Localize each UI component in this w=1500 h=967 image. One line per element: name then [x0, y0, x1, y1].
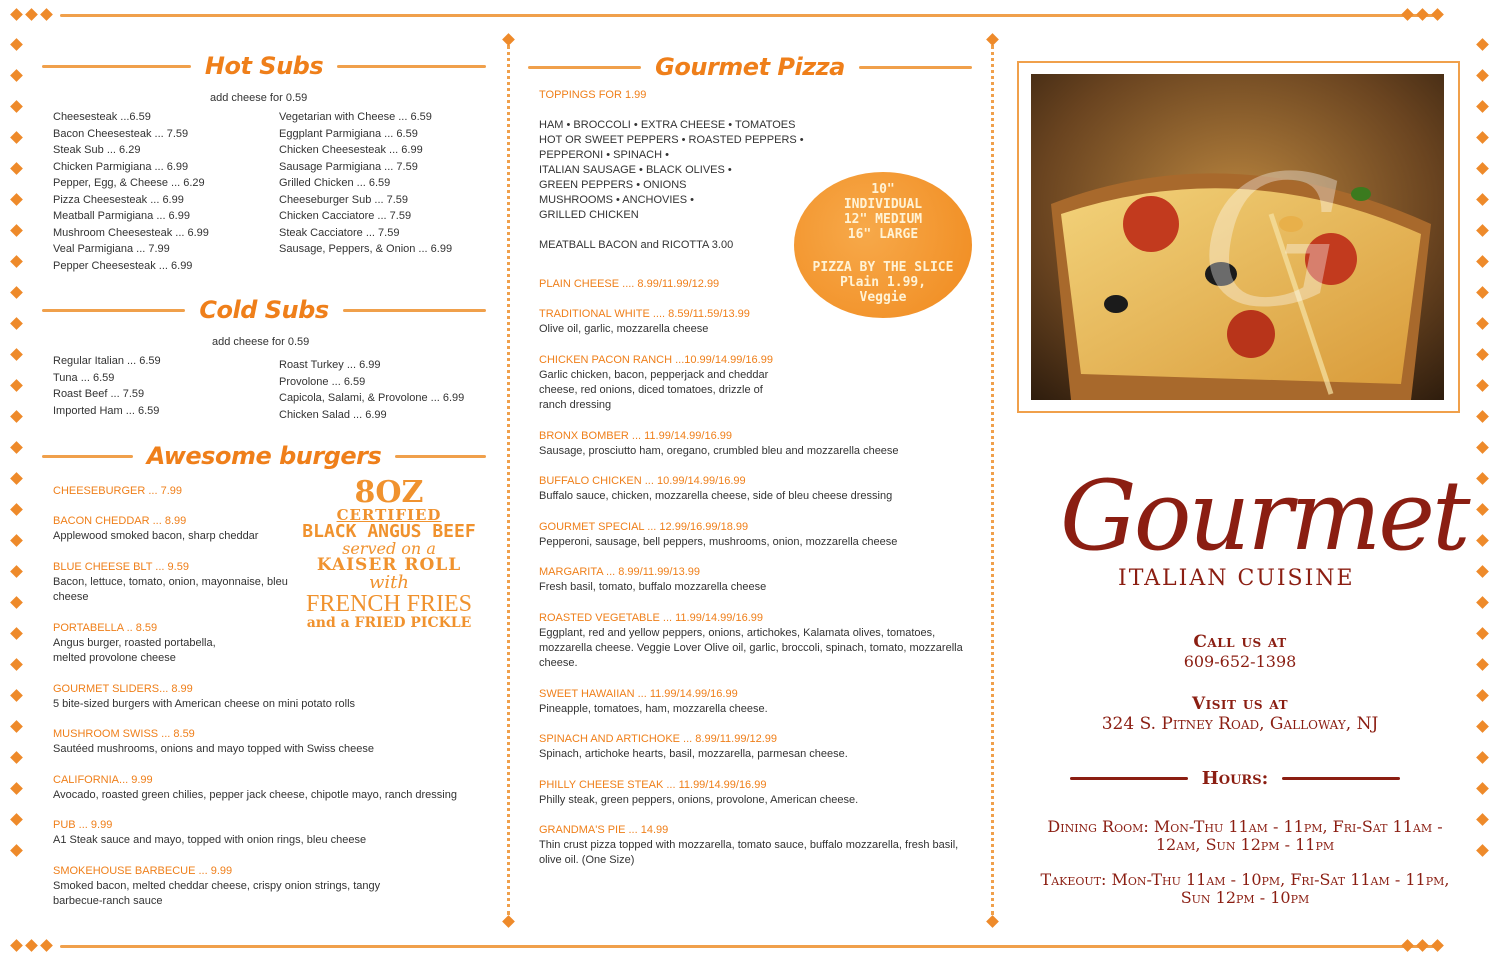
visit-block [1030, 694, 1450, 734]
item-name: BUFFALO CHICKEN ... 10.99/14.99/16.99 [539, 475, 746, 487]
menu-item: Bacon Cheesesteak ... 7.59 [53, 127, 189, 140]
menu-item: Chicken Parmigiana ... 6.99 [53, 160, 189, 173]
toppings-list [539, 118, 804, 223]
dining-hours: Dining Room: Mon-Thu 11am - 11pm, Fri-Sat 11am - 12am, Sun 12pm - 11pm [1047, 817, 1443, 854]
menu-item: Grilled Chicken ... 6.59 [279, 177, 391, 189]
item-description: Philly steak, green peppers, onions, provolone, American cheese. [539, 794, 859, 806]
menu-item [53, 773, 493, 803]
item-name: CHEESEBURGER ... 7.99 [53, 485, 182, 497]
item-name: ROASTED VEGETABLE ... 11.99/14.99/16.99 [539, 612, 763, 624]
item-description: Bacon, lettuce, tomato, onion, mayonnaise, bleu cheese [53, 576, 288, 603]
menu-item: PEPPERONI • SPINACH • [539, 149, 669, 161]
item-description: Sausage, prosciutto ham, oregano, crumbled bleu and mozzarella cheese [539, 445, 899, 457]
item-description: Pepperoni, sausage, bell peppers, mushrooms, onion, mozzarella cheese [539, 536, 898, 548]
item-name: MARGARITA ... 8.99/11.99/13.99 [539, 566, 701, 578]
menu-item [539, 732, 969, 762]
item-name: PUB ... 9.99 [53, 819, 113, 831]
item-description: 5 bite-sized burgers with American cheese on mini potato rolls [53, 698, 356, 710]
cold-subs-header [42, 296, 486, 324]
promo-line: KAISER ROLL [316, 555, 462, 575]
item-name: CALIFORNIA... 9.99 [53, 774, 153, 786]
promo-line: BLACK ANGUS BEEF [302, 521, 476, 542]
menu-item [539, 474, 969, 504]
menu-item: Vegetarian with Cheese ... 6.59 [279, 111, 432, 123]
badge-line: Plain 1.99, [839, 275, 927, 290]
item-description: Buffalo sauce, chicken, mozzarella cheese, side of bleu cheese dressing [539, 490, 893, 502]
left-edge-ornament [12, 40, 22, 855]
divider-ornament [502, 915, 515, 928]
menu-item: Imported Ham ... 6.59 [53, 404, 160, 417]
cold-subs-title: Cold Subs [199, 296, 329, 324]
ornament-right [1282, 777, 1400, 780]
call-block [1030, 632, 1450, 671]
menu-item: Tuna ... 6.59 [53, 371, 115, 384]
corner-ornament-tr [1403, 10, 1442, 19]
address: 324 S. Pitney Road, Galloway, NJ [1101, 714, 1379, 734]
menu-item: Pepper, Egg, & Cheese ... 6.29 [53, 177, 205, 189]
corner-ornament-tl [12, 10, 51, 19]
pizza-size-badge [794, 172, 972, 318]
burgers-header [42, 442, 486, 470]
item-description: Pineapple, tomatoes, ham, mozzarella cheese. [539, 703, 768, 715]
menu-item: Veal Parmigiana ... 7.99 [53, 243, 170, 255]
menu-item [539, 778, 969, 808]
brand-logo: Gourmet [1060, 460, 1468, 572]
menu-item: Steak Cacciatore ... 7.59 [279, 226, 400, 239]
item-name: BRONX BOMBER ... 11.99/14.99/16.99 [539, 430, 733, 442]
item-description: Thin crust pizza topped with mozzarella, tomato sauce, buffalo mozzarella, fresh basil, olive oil. (One Size) [539, 839, 959, 866]
item-name: SWEET HAWAIIAN ... 11.99/14.99/16.99 [539, 688, 738, 700]
hot-subs-header [42, 52, 486, 80]
menu-item: Pepper Cheesesteak ... 6.99 [53, 259, 193, 272]
menu-item: Eggplant Parmigiana ... 6.59 [279, 127, 418, 140]
badge-line: PIZZA BY THE SLICE [812, 260, 954, 275]
takeout-hours: Takeout: Mon-Thu 11am - 10pm, Fri-Sat 11am - 11pm, Sun 12pm - 10pm [1040, 870, 1450, 907]
menu-item [539, 687, 969, 717]
item-description: Avocado, roasted green chilies, pepper jack cheese, chipotle mayo, ranch dressing [53, 789, 457, 801]
pizza-title: Gourmet Pizza [655, 53, 845, 81]
menu-item: ITALIAN SAUSAGE • BLACK OLIVES • [539, 164, 732, 176]
hours-label: Hours [1201, 768, 1262, 789]
menu-item [539, 353, 789, 413]
menu-item: Provolone ... 6.59 [279, 375, 366, 388]
menu-item: Cheesesteak ...6.59 [53, 111, 151, 123]
menu-item: Steak Sub ... 6.29 [53, 144, 141, 156]
pizza-photo [1031, 74, 1444, 400]
cold-subs-list-2 [279, 357, 464, 423]
menu-item [53, 818, 493, 848]
menu-item [539, 611, 964, 671]
promo-line: served on a [342, 539, 436, 558]
item-name: GOURMET SLIDERS... 8.99 [53, 683, 193, 695]
burger-promo [296, 475, 482, 631]
item-name: PLAIN CHEESE .... 8.99/11.99/12.99 [539, 278, 720, 290]
item-description: Spinach, artichoke hearts, basil, mozzarella, parmesan cheese. [539, 748, 848, 760]
item-name: GRANDMA'S PIE ... 14.99 [539, 824, 669, 836]
call-label: Call us at [1193, 632, 1287, 652]
column-divider-1 [507, 45, 510, 915]
top-border [60, 14, 1440, 17]
hot-subs-list-1 [53, 109, 209, 274]
promo-line: and a FRIED PICKLE [306, 615, 472, 631]
badge-line: Veggie [859, 290, 907, 305]
menu-item: Roast Turkey ... 6.99 [279, 359, 381, 371]
badge-line: INDIVIDUAL [843, 197, 923, 212]
bottom-border [60, 945, 1440, 948]
extra-topping: MEATBALL BACON and RICOTTA 3.00 [539, 239, 734, 251]
promo-line: with [369, 572, 409, 593]
menu-item: Chicken Cheesesteak ... 6.99 [279, 144, 423, 156]
item-description: Garlic chicken, bacon, pepperjack and cheddar cheese, red onions, diced tomatoes, drizzle of ranch dressing [539, 369, 769, 411]
menu-item [53, 560, 289, 605]
promo-line: 8OZ [354, 475, 424, 510]
menu-item: Regular Italian ... 6.59 [53, 355, 161, 367]
item-description: Applewood smoked bacon, sharp cheddar [53, 530, 259, 542]
badge-line: 12" MEDIUM [843, 212, 923, 227]
menu-item: MUSHROOMS • ANCHOVIES • [539, 194, 694, 206]
item-name: TRADITIONAL WHITE .... 8.59/11.59/13.99 [539, 308, 750, 320]
menu-item: Chicken Salad ... 6.99 [279, 408, 387, 421]
item-name: SMOKEHOUSE BARBECUE ... 9.99 [53, 865, 233, 877]
phone-number: 609-652-1398 [1183, 652, 1297, 671]
menu-item [539, 520, 969, 550]
item-description: Olive oil, garlic, mozzarella cheese [539, 323, 709, 335]
toppings-block [539, 88, 804, 253]
hot-subs-title: Hot Subs [204, 52, 324, 80]
item-description: Sautéed mushrooms, onions and mayo topped with Swiss cheese [53, 743, 375, 755]
item-name: GOURMET SPECIAL ... 12.99/16.99/18.99 [539, 521, 749, 533]
brand-subtitle: ITALIAN CUISINE [1118, 566, 1355, 591]
divider-ornament [502, 33, 515, 46]
cold-subs-list-1 [53, 353, 161, 419]
menu-item [53, 484, 293, 499]
badge-line: 10" [871, 182, 895, 197]
promo-line: CERTIFIED [336, 506, 442, 524]
menu-item: Pizza Cheesesteak ... 6.99 [53, 193, 184, 206]
pizza-header [528, 53, 972, 81]
item-description: Smoked bacon, melted cheddar cheese, crispy onion strings, tangy barbecue-ranch sauce [53, 880, 381, 907]
item-name: PHILLY CHEESE STEAK ... 11.99/14.99/16.99 [539, 779, 767, 791]
menu-item [539, 277, 969, 292]
item-description: Angus burger, roasted portabella, melted provolone cheese [53, 637, 216, 664]
item-description: A1 Steak sauce and mayo, topped with onion rings, bleu cheese [53, 834, 367, 846]
toppings-label: TOPPINGS FOR 1.99 [539, 89, 647, 101]
menu-item [539, 307, 969, 337]
menu-item: Sausage, Peppers, & Onion ... 6.99 [279, 243, 453, 255]
hours-header: Hours: [1070, 768, 1400, 789]
menu-item: GRILLED CHICKEN [539, 209, 639, 221]
menu-item [539, 565, 969, 595]
cold-subs-note: add cheese for 0.59 [212, 336, 310, 348]
menu-item: GREEN PEPPERS • ONIONS [539, 179, 687, 191]
menu-item [53, 727, 493, 757]
menu-item: Mushroom Cheesesteak ... 6.99 [53, 226, 209, 239]
menu-item [53, 864, 413, 909]
menu-item: Cheeseburger Sub ... 7.59 [279, 193, 409, 206]
menu-item [539, 429, 969, 459]
item-name: PORTABELLA .. 8.59 [53, 622, 158, 634]
item-description: Fresh basil, tomato, buffalo mozzarella cheese [539, 581, 767, 593]
corner-ornament-br [1403, 941, 1442, 950]
menu-item: Capicola, Salami, & Provolone ... 6.99 [279, 392, 465, 404]
visit-label: Visit us at [1191, 694, 1289, 714]
menu-item: Roast Beef ... 7.59 [53, 388, 145, 400]
item-name: MUSHROOM SWISS ... 8.59 [53, 728, 195, 740]
item-name: BACON CHEDDAR ... 8.99 [53, 515, 187, 527]
corner-ornament-bl [12, 941, 51, 950]
menu-item: HOT OR SWEET PEPPERS • ROASTED PEPPERS • [539, 134, 804, 146]
menu-item [53, 514, 293, 544]
ornament-left [1070, 777, 1188, 780]
hot-subs-note: add cheese for 0.59 [210, 92, 308, 104]
divider-ornament [986, 33, 999, 46]
menu-item: Meatball Parmigiana ... 6.99 [53, 210, 190, 222]
badge-line: 16" LARGE [847, 227, 919, 242]
item-name: BLUE CHEESE BLT ... 9.59 [53, 561, 189, 573]
menu-item [539, 823, 964, 868]
hot-subs-list-2 [279, 109, 452, 258]
item-name: CHICKEN PACON RANCH ...10.99/14.99/16.99 [539, 354, 773, 366]
column-divider-2 [991, 45, 994, 915]
svg-text:G: G [1201, 138, 1345, 347]
promo-line: FRENCH FRIES [305, 591, 473, 617]
burgers-title: Awesome burgers [146, 442, 382, 470]
menu-item: HAM • BROCCOLI • EXTRA CHEESE • TOMATOES [539, 119, 796, 131]
item-description: Eggplant, red and yellow peppers, onions, artichokes, Kalamata olives, tomatoes, mozzarella cheese. Veggie Lover Olive oil, garlic, broccoli, spinach, tomato, mozzarella cheese. [539, 627, 963, 669]
menu-item: Sausage Parmigiana ... 7.59 [279, 160, 418, 173]
item-name: SPINACH AND ARTICHOKE ... 8.99/11.99/12.99 [539, 733, 778, 745]
menu-item [53, 621, 243, 666]
divider-ornament [986, 915, 999, 928]
right-edge-ornament [1478, 40, 1488, 855]
menu-item: Chicken Cacciatore ... 7.59 [279, 210, 412, 222]
menu-item [53, 682, 493, 712]
